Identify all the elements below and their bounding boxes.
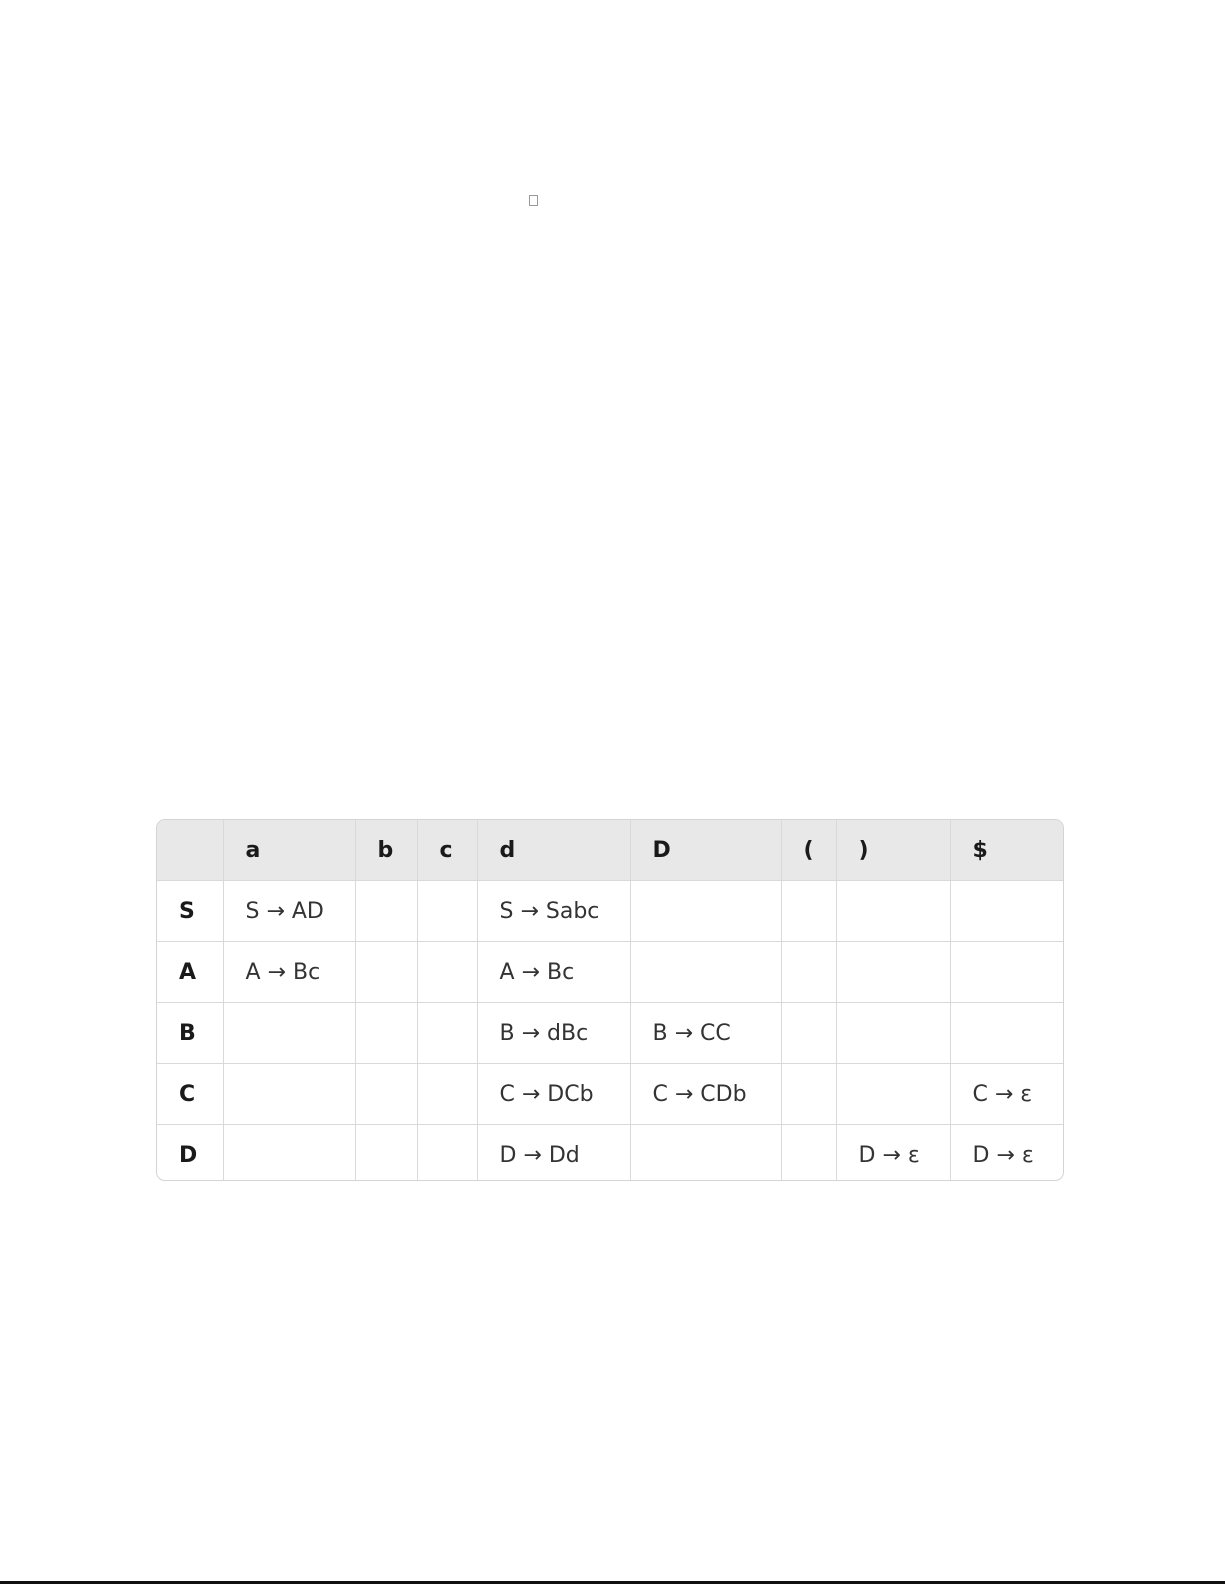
table-cell xyxy=(630,1125,781,1182)
table-cell: B → dBc xyxy=(477,1003,630,1064)
table-cell: D → Dd xyxy=(477,1125,630,1182)
missing-glyph-box xyxy=(529,195,538,206)
table-cell xyxy=(836,881,950,942)
header-cell-corner xyxy=(157,820,223,881)
header-cell-d: d xyxy=(477,820,630,881)
row-header-C: C xyxy=(157,1064,223,1125)
row-header-B: B xyxy=(157,1003,223,1064)
row-header-D: D xyxy=(157,1125,223,1182)
table-cell xyxy=(355,942,417,1003)
table-row xyxy=(157,1064,1064,1125)
table-cell xyxy=(223,1003,355,1064)
table-row xyxy=(157,1125,1064,1182)
table-row xyxy=(157,881,1064,942)
table-cell xyxy=(630,942,781,1003)
table-cell xyxy=(417,1064,477,1125)
table-cell xyxy=(355,1125,417,1182)
table-cell: C → DCb xyxy=(477,1064,630,1125)
table-cell xyxy=(950,1003,1064,1064)
parsing-table xyxy=(156,819,1064,1181)
table-cell: S → Sabc xyxy=(477,881,630,942)
table-cell xyxy=(836,1003,950,1064)
table-cell: A → Bc xyxy=(223,942,355,1003)
table-cell: D → ε xyxy=(972,1142,1034,1168)
table-cell xyxy=(781,1125,836,1182)
table-cell xyxy=(417,1003,477,1064)
table-cell xyxy=(781,1003,836,1064)
table-cell xyxy=(836,1064,950,1125)
header-cell-c: c xyxy=(417,820,477,881)
table-cell xyxy=(781,1064,836,1125)
table-cell xyxy=(417,942,477,1003)
table-cell: A → Bc xyxy=(477,942,630,1003)
header-cell-lparen: ( xyxy=(781,820,836,881)
row-header-S: S xyxy=(157,881,223,942)
header-cell-dollar: $ xyxy=(950,820,1064,881)
table-cell xyxy=(223,1125,355,1182)
table-cell: C → ε xyxy=(950,1064,1064,1125)
header-cell-D: D xyxy=(630,820,781,881)
table-cell xyxy=(355,1003,417,1064)
table-cell xyxy=(950,881,1064,942)
table-cell xyxy=(355,1064,417,1125)
table-cell xyxy=(417,881,477,942)
table-row xyxy=(157,1003,1064,1064)
header-cell-b: b xyxy=(355,820,417,881)
table-cell: B → CC xyxy=(630,1003,781,1064)
page-bottom-rule xyxy=(0,1581,1225,1584)
ll1-parse-table xyxy=(157,820,1064,1181)
table-cell xyxy=(781,942,836,1003)
table-cell xyxy=(417,1125,477,1182)
table-cell xyxy=(355,881,417,942)
table-cell: C → CDb xyxy=(630,1064,781,1125)
header-cell-rparen: ) xyxy=(836,820,950,881)
table-cell: S → AD xyxy=(223,881,355,942)
row-header-A: A xyxy=(157,942,223,1003)
table-cell xyxy=(950,942,1064,1003)
table-cell xyxy=(781,881,836,942)
table-cell xyxy=(223,1064,355,1125)
table-cell xyxy=(630,881,781,942)
header-row xyxy=(157,820,1064,881)
header-cell-a: a xyxy=(223,820,355,881)
table-cell: D → ε xyxy=(836,1125,950,1182)
table-row xyxy=(157,942,1064,1003)
table-cell xyxy=(836,942,950,1003)
